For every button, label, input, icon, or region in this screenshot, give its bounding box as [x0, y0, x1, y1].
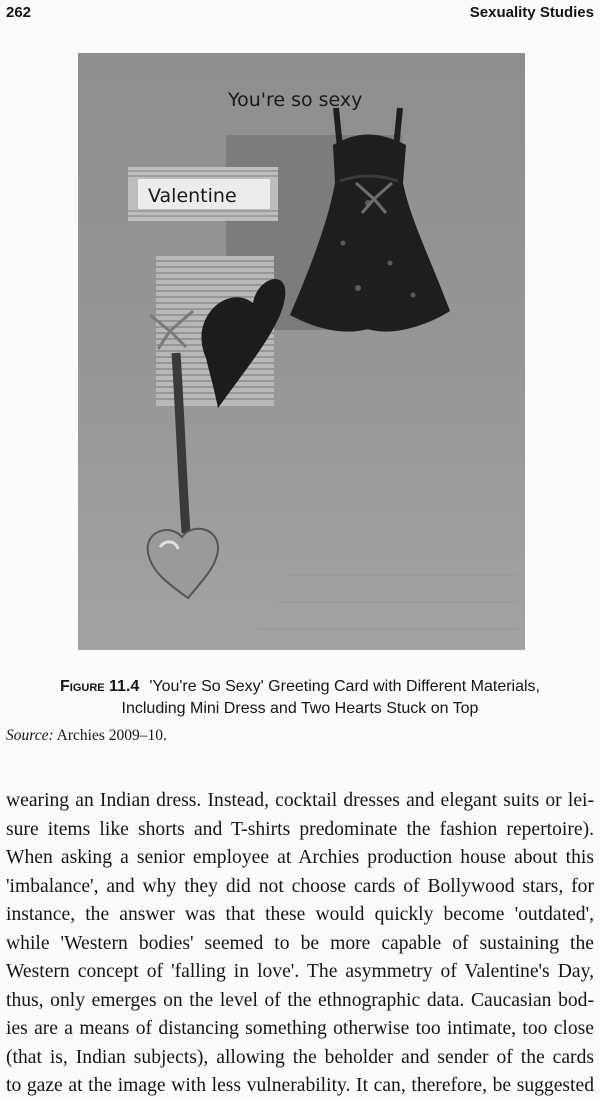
- body-paragraph: [6, 787, 594, 1101]
- body-line: Western concept of 'falling in love'. The asymmetry of Valentine's Day,: [6, 961, 594, 982]
- body-line: When asking a senior employee at Archies production house about this: [6, 847, 594, 868]
- greeting-card-photo: [78, 53, 525, 650]
- small-heart-pendant: [148, 529, 218, 598]
- body-line: sure items like shorts and T-shirts predominate the fashion repertoire).: [6, 818, 594, 840]
- body-line: 'imbalance', and why they did not choose cards of Bollywood stars, for: [6, 875, 594, 897]
- figure-caption: [20, 676, 580, 720]
- body-line: wearing an Indian dress. Instead, cocktail dresses and elegant suits or lei-: [6, 790, 594, 811]
- body-line: ies are a means of distancing something otherwise too intimate, too close: [6, 1018, 594, 1039]
- card-top-text: You're so sexy: [228, 89, 363, 111]
- page-number: 262: [6, 4, 32, 21]
- body-line: instance, the answer was that these would quickly become 'outdated',: [6, 904, 594, 925]
- book-title: Sexuality Studies: [469, 4, 594, 21]
- source-line: [6, 727, 167, 745]
- figure-label: Figure 11.4: [59, 678, 140, 695]
- running-head: [6, 4, 594, 26]
- source-text: Archies 2009–10.: [56, 727, 167, 744]
- caption-line-1: [20, 676, 580, 698]
- figure-photo: [78, 53, 525, 650]
- valentine-tag: [128, 167, 278, 221]
- body-line: thus, only emerges on the level of the ethnographic data. Caucasian bod-: [6, 989, 594, 1011]
- source-label: Source:: [6, 727, 54, 744]
- body-line: while 'Western bodies' seemed to be more capable of sustaining the: [6, 932, 594, 954]
- show-through-text: [258, 548, 518, 629]
- body-line: (that is, Indian subjects), allowing the beholder and sender of the cards: [6, 1046, 594, 1068]
- caption-text-1: 'You're So Sexy' Greeting Card with Different Materials,: [149, 678, 540, 695]
- tag-text: Valentine: [148, 185, 237, 207]
- body-line: to gaze at the image with less vulnerability. It can, therefore, be suggested: [6, 1075, 594, 1096]
- caption-line-2: Including Mini Dress and Two Hearts Stuck on Top: [121, 700, 479, 717]
